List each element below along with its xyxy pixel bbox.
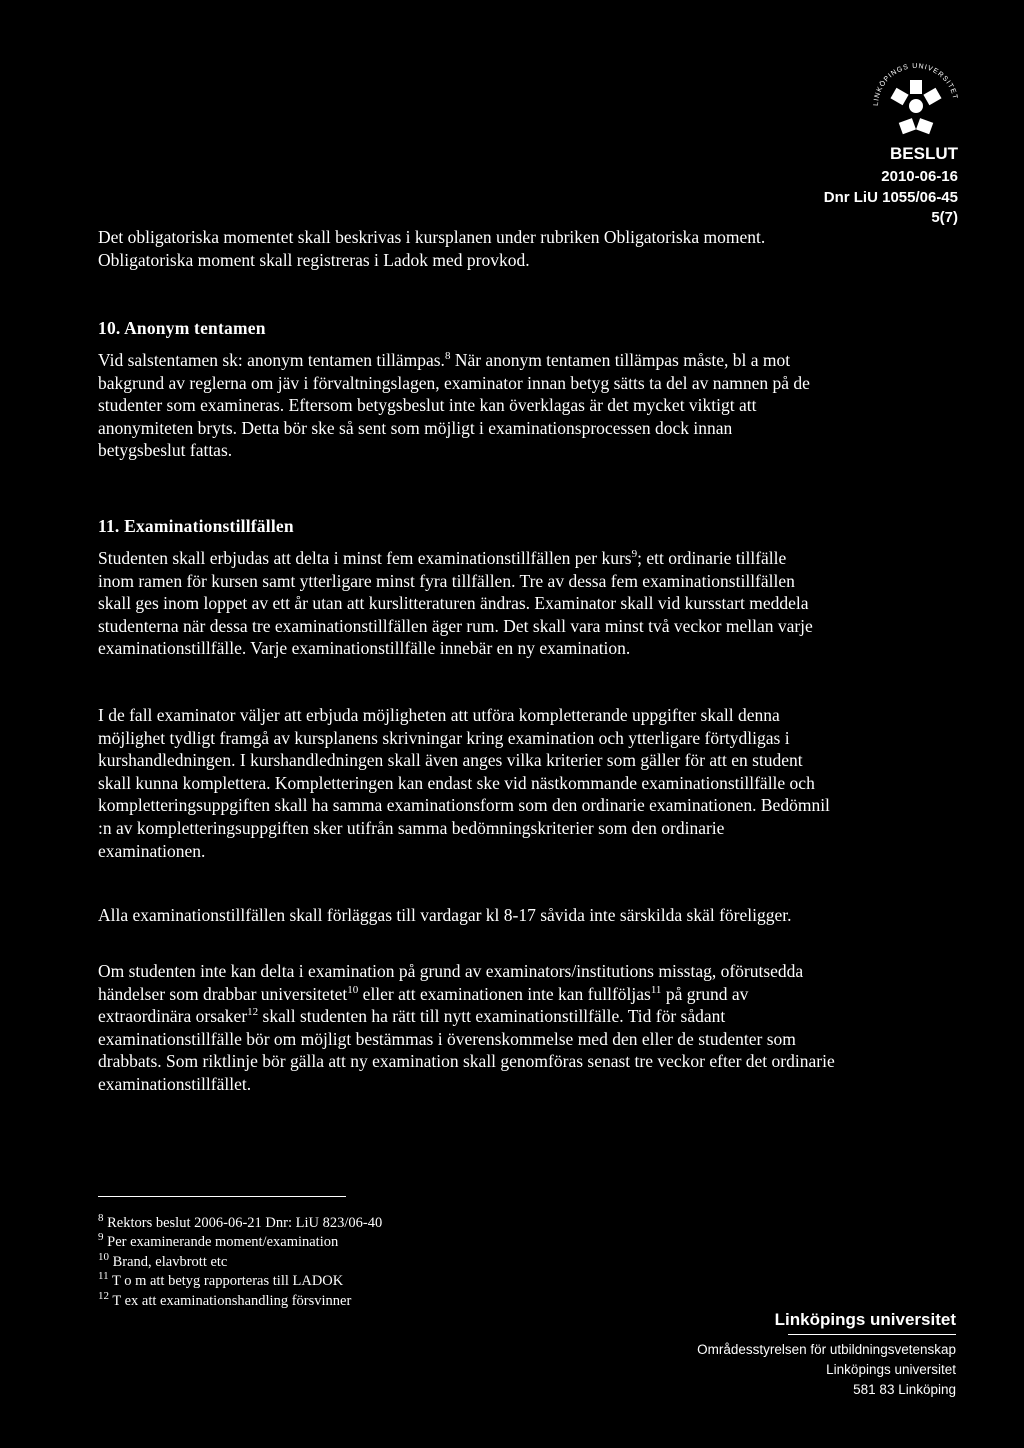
footnote-item: $^{10}$ Brand, elavbrott etc [98,1250,228,1270]
s10-text-a: Vid salstentamen sk: anonym tentamen tillämpas. [98,350,445,370]
section-11-heading: 11. Examinationstillfällen [98,516,294,536]
s11-p4-c: på grund av extraordinära orsaker [98,983,749,1027]
footnote-item: $^9$ Per examinerande moment/examination [98,1231,339,1251]
s10-text-b: När anonym tentamen tillämpas måste, bl a mot bakgrund av reglerna om jäv i förvaltningslagen, examinator innan betyg sätts ta del av namnen på de studenter som examineras. Eftersom betygsbeslut inte kan överklagas är det mycket viktigt att anonymiteten bryts. Detta bör ske så sent som möjligt i examinationsprocessen dock innan betygsbeslut fattas. [98,350,810,461]
footnote-ref-10: 10 [347,983,359,996]
section-10-paragraph [98,349,820,462]
footnote-ref-8: 8 [444,350,451,363]
section-11-paragraph-1 [98,547,824,660]
footer-university-name: Linköpings universitet [774,1310,956,1329]
s11-p4-b: eller att examinationen inte kan fullföljas [358,983,651,1004]
footnote-ref-9: 9 [631,548,638,561]
s11-p4-d: skall studenten ha rätt till nytt examinationstillfälle. Tid för sådant examinationstillfälle bör om möjligt bestämmas i överenskommelse med den eller de studenter som drabbats. Som riktlinje bör gälla att ny examination skall genomföras senast tre veckor efter det ordinarie examinationstillfället. [98,1006,835,1094]
footer-department: Områdesstyrelsen för utbildningsvetenskap [697,1342,956,1357]
footnote-divider [98,1196,346,1197]
university-logo [868,58,964,154]
footer-divider [788,1334,956,1335]
footnote-item: $^{12}$ T ex att examinationshandling försvinner [98,1289,352,1309]
university-seal-icon [868,58,964,154]
intro-paragraph [98,226,818,271]
svg-text:LINKÖPINGS UNIVERSITET: LINKÖPINGS UNIVERSITET [872,62,959,107]
s11-p4-a: Om studenten inte kan delta i examination på grund av examinators/institutions misstag, oförutsedda händelser som drabbar universitetet [98,961,804,1004]
s11-p1-b: ; ett ordinarie tillfälle inom ramen för kursen samt ytterligare minst fyra tillfällen. Tre av dessa fem examinationstillfällen skall ges inom loppet av ett år utan att kurslitteraturen ändras. Examinator skall vid kursstart meddela studenterna när dessa tre examinationstillfällen äger rum. Det skall vara minst två veckor mellan varje examinationstillfälle. Varje examinationstillfälle innebär en ny examination. [98,548,813,659]
page-number: 5(7) [931,209,958,226]
footnote-item: $^{11}$ T o m att betyg rapporteras till LADOK [98,1270,344,1290]
intro-text: Det obligatoriska momentet skall beskrivas i kursplanen under rubriken Obligatoriska moment. Obligatoriska moment skall registreras i Ladok med provkod. [98,227,766,270]
s11-p1-a: Studenten skall erbjudas att delta i minst fem examinationstillfällen per kurs [98,548,632,568]
document-date: 2010-06-16 [881,168,958,185]
document-number: Dnr LiU 1055/06-45 [823,189,958,206]
section-11-paragraph-2 [98,704,836,862]
section-11-paragraph-4 [98,960,843,1096]
footnotes [98,1214,382,1311]
document-type: BESLUT [890,144,958,163]
footer-university: Linköpings universitet [826,1362,956,1377]
footnote-ref-11: 11 [650,983,662,996]
footnote-item: $^8$ Rektors beslut 2006-06-21 Dnr: LiU 823/06-40 [98,1212,383,1231]
s11-p2: I de fall examinator väljer att erbjuda möjligheten att utföra kompletterande uppgifter skall denna möjlighet tydligt framgå av kursplanens skrivningar kring examination och ytterligare förtydligas i kurshandledningen. I kurshandledningen skall även anges vilka kriterier som gäller för att en student skall kunna komplettera. Kompletteringen kan endast ske vid nästkommande examinationstillfälle och kompletteringsuppgiften skall ha samma examinationsform som den ordinarie examinationen. Bedömnil :n av kompletteringsuppgiften sker utifrån samma bedömningskriterier som den ordinarie examinationen. [98,705,830,861]
s11-p3: Alla examinationstillfällen skall förläggas till vardagar kl 8-17 såvida inte särskilda skäl föreligger. [98,905,792,925]
footer-address: 581 83 Linköping [853,1382,956,1397]
section-11-paragraph-3 [98,904,840,927]
footnote-ref-12: 12 [247,1006,259,1019]
section-10-heading: 10. Anonym tentamen [98,318,266,338]
